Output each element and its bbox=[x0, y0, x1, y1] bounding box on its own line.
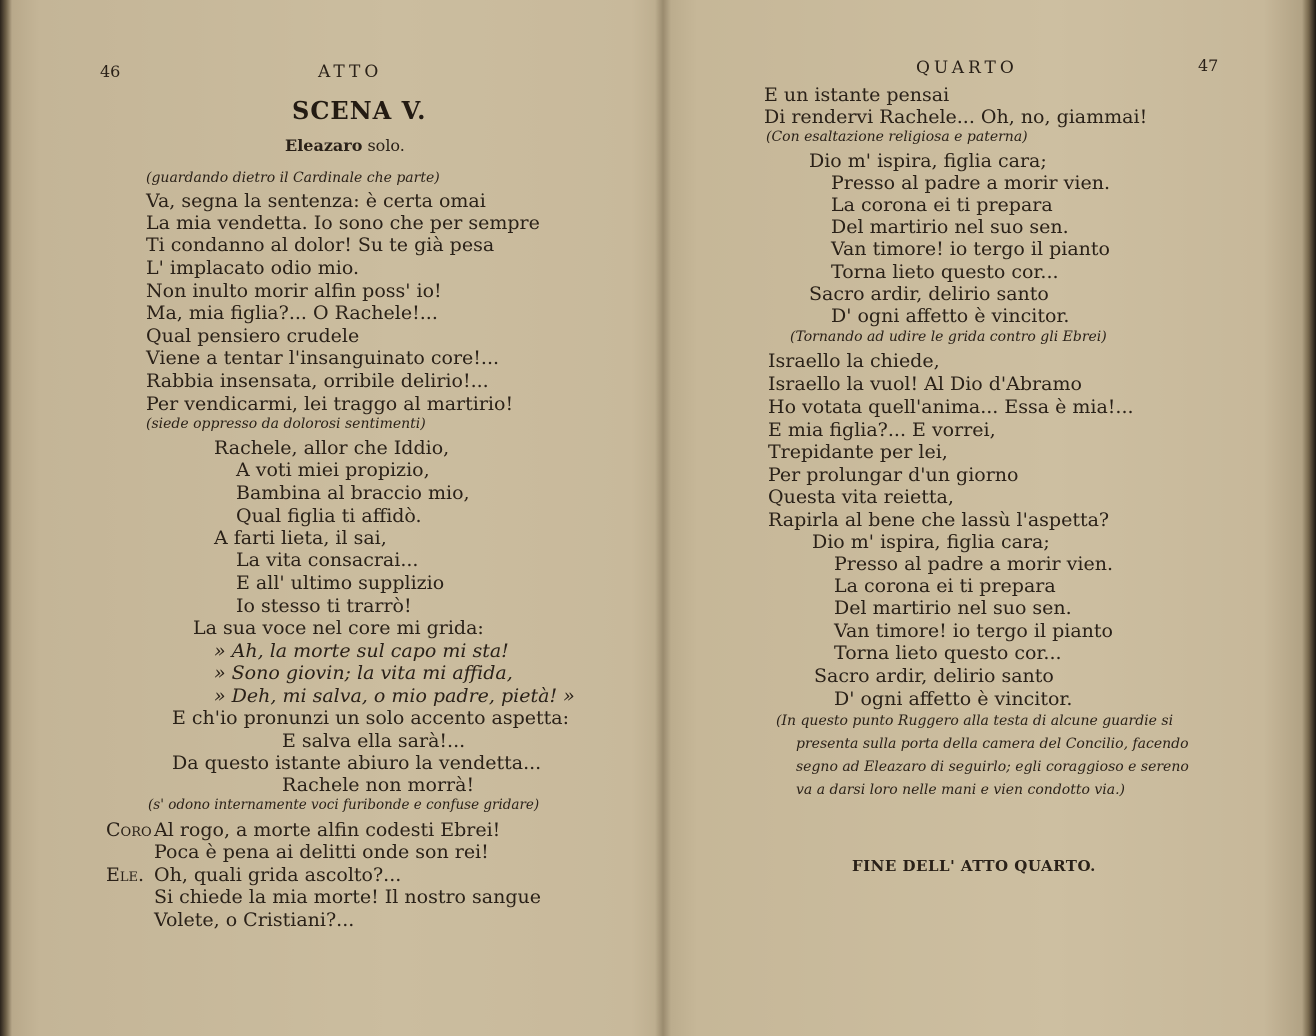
stage-direction: segno ad Eleazaro di seguirlo; egli coraggioso e sereno bbox=[796, 759, 1189, 775]
verse-line: Rabbia insensata, orribile delirio!... bbox=[146, 370, 489, 392]
verse-line: Van timore! io tergo il pianto bbox=[831, 238, 1110, 260]
verse-line: Trepidante per lei, bbox=[768, 441, 948, 463]
verse-line: E salva ella sarà!... bbox=[282, 730, 466, 752]
verse-line: Torna lieto questo cor... bbox=[834, 642, 1062, 664]
character-note: solo. bbox=[367, 136, 405, 155]
page-number-left: 46 bbox=[100, 62, 121, 81]
verse-line: Van timore! io tergo il pianto bbox=[834, 620, 1113, 642]
verse-line-quoted: » Deh, mi salva, o mio padre, pietà! » bbox=[214, 685, 575, 707]
verse-line: Del martirio nel suo sen. bbox=[834, 597, 1072, 619]
verse-line: Rapirla al bene che lassù l'aspetta? bbox=[768, 509, 1110, 531]
verse-line: Non inulto morir alfin poss' io! bbox=[146, 280, 442, 302]
verse-line: Rachele non morrà! bbox=[282, 774, 475, 796]
verse-line: A farti lieta, il sai, bbox=[214, 527, 387, 549]
verse-line: Poca è pena ai delitti onde son rei! bbox=[154, 841, 489, 863]
verse-line: A voti miei propizio, bbox=[236, 459, 430, 481]
verse-line: Ho votata quell'anima... Essa è mia!... bbox=[768, 396, 1134, 418]
right-page bbox=[662, 0, 1316, 1036]
verse-line: E un istante pensai bbox=[764, 84, 950, 106]
stage-direction: (Tornando ad udire le grida contro gli Ebrei) bbox=[790, 329, 1107, 345]
verse-line: Dio m' ispira, figlia cara; bbox=[812, 531, 1050, 553]
verse-line: Qual figlia ti affidò. bbox=[236, 505, 422, 527]
character-heading bbox=[285, 136, 405, 155]
page-number-right: 47 bbox=[1198, 56, 1219, 75]
speaker-eleazaro: Ele. bbox=[106, 864, 145, 886]
verse-line: Dio m' ispira, figlia cara; bbox=[809, 150, 1047, 172]
verse-line: Bambina al braccio mio, bbox=[236, 482, 470, 504]
act-ending: FINE DELL' ATTO QUARTO. bbox=[852, 857, 1096, 875]
verse-line: Rachele, allor che Iddio, bbox=[214, 437, 450, 459]
verse-line: Israello la vuol! Al Dio d'Abramo bbox=[768, 373, 1082, 395]
verse-line: La mia vendetta. Io sono che per sempre bbox=[146, 212, 540, 234]
scene-title: SCENA V. bbox=[292, 96, 427, 125]
verse-line: Viene a tentar l'insanguinato core!... bbox=[146, 347, 500, 369]
verse-line: La vita consacrai... bbox=[236, 549, 419, 571]
stage-direction: (guardando dietro il Cardinale che parte) bbox=[146, 170, 440, 186]
verse-line: Per prolungar d'un giorno bbox=[768, 464, 1019, 486]
running-header-left: ATTO bbox=[318, 62, 383, 82]
verse-line: Presso al padre a morir vien. bbox=[831, 172, 1110, 194]
stage-direction: (siede oppresso da dolorosi sentimenti) bbox=[146, 416, 426, 432]
character-name: Eleazaro bbox=[285, 136, 363, 155]
verse-line: Al rogo, a morte alfin codesti Ebrei! bbox=[154, 819, 501, 841]
verse-line: E ch'io pronunzi un solo accento aspetta: bbox=[172, 707, 570, 729]
verse-line: E all' ultimo supplizio bbox=[236, 572, 445, 594]
verse-line: D' ogni affetto è vincitor. bbox=[834, 688, 1073, 710]
verse-line: La corona ei ti prepara bbox=[831, 194, 1053, 216]
verse-line: Ti condanno al dolor! Su te già pesa bbox=[146, 234, 495, 256]
verse-line: La corona ei ti prepara bbox=[834, 575, 1056, 597]
verse-line: Per vendicarmi, lei traggo al martirio! bbox=[146, 393, 514, 415]
verse-line: Israello la chiede, bbox=[768, 350, 940, 372]
verse-line: Io stesso ti trarrò! bbox=[236, 595, 412, 617]
verse-line: Qual pensiero crudele bbox=[146, 325, 360, 347]
stage-direction: va a darsi loro nelle mani e vien condotto via.) bbox=[796, 782, 1125, 798]
speaker-coro: Coro bbox=[106, 819, 152, 841]
verse-line: Oh, quali grida ascolto?... bbox=[154, 864, 402, 886]
verse-line: L' implacato odio mio. bbox=[146, 257, 360, 279]
verse-line: Del martirio nel suo sen. bbox=[831, 216, 1069, 238]
verse-line: Questa vita reietta, bbox=[768, 486, 954, 508]
verse-line: D' ogni affetto è vincitor. bbox=[831, 305, 1070, 327]
verse-line: Sacro ardir, delirio santo bbox=[814, 665, 1054, 687]
verse-line: Va, segna la sentenza: è certa omai bbox=[146, 190, 486, 212]
verse-line: Ma, mia figlia?... O Rachele!... bbox=[146, 302, 438, 324]
verse-line: E mia figlia?... E vorrei, bbox=[768, 419, 996, 441]
verse-line: Presso al padre a morir vien. bbox=[834, 553, 1113, 575]
stage-direction: (s' odono internamente voci furibonde e confuse gridare) bbox=[148, 797, 540, 813]
stage-direction: presenta sulla porta della camera del Concilio, facendo bbox=[796, 736, 1189, 752]
verse-line: Si chiede la mia morte! Il nostro sangue bbox=[154, 886, 541, 908]
verse-line: Sacro ardir, delirio santo bbox=[809, 283, 1049, 305]
verse-line-quoted: » Ah, la morte sul capo mi sta! bbox=[214, 640, 509, 662]
running-header-right: QUARTO bbox=[916, 58, 1018, 78]
verse-line-quoted: » Sono giovin; la vita mi affida, bbox=[214, 662, 513, 684]
verse-line: Da questo istante abiuro la vendetta... bbox=[172, 752, 542, 774]
verse-line: La sua voce nel core mi grida: bbox=[193, 617, 484, 639]
stage-direction: (Con esaltazione religiosa e paterna) bbox=[766, 129, 1028, 145]
stage-direction: (In questo punto Ruggero alla testa di alcune guardie si bbox=[776, 713, 1174, 729]
verse-line: Torna lieto questo cor... bbox=[831, 261, 1059, 283]
verse-line: Di rendervi Rachele... Oh, no, giammai! bbox=[764, 106, 1148, 128]
verse-line: Volete, o Cristiani?... bbox=[154, 909, 355, 931]
